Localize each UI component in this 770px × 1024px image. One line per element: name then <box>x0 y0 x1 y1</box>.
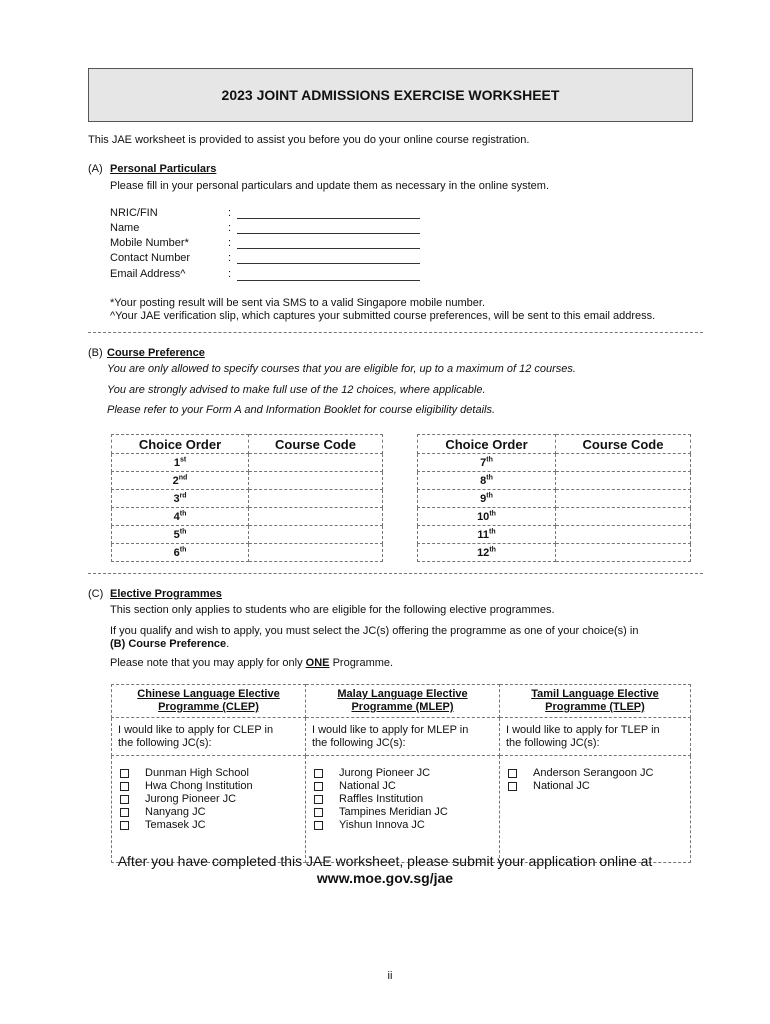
checkbox[interactable] <box>314 782 323 791</box>
checkbox[interactable] <box>314 769 323 778</box>
section-b-heading: Course Preference <box>107 347 205 359</box>
choice-order-cell: 10th <box>418 508 556 526</box>
section-divider <box>88 332 703 333</box>
contact-input-line[interactable] <box>237 252 420 264</box>
table-row <box>418 490 691 508</box>
tlep-school-list <box>500 756 691 863</box>
mobile-input-line[interactable] <box>237 237 420 249</box>
course-preference-ref: (B) Course Preference <box>110 638 227 650</box>
course-code-cell[interactable] <box>556 490 691 508</box>
list-item: Temasek JC <box>118 819 299 832</box>
col-course-code: Course Code <box>556 435 691 454</box>
table-row <box>112 490 383 508</box>
course-code-cell[interactable] <box>249 544 383 562</box>
clep-desc: I would like to apply for CLEP in the following JC(s): <box>112 718 306 756</box>
section-c-line3: Please note that you may apply for only ONE Programme. <box>110 657 394 669</box>
mlep-school-list <box>306 756 500 863</box>
footnote-email: ^Your JAE verification slip, which captures your submitted course preferences, will be sent to this email address. <box>110 310 656 322</box>
page-number: ii <box>387 970 393 982</box>
checkbox[interactable] <box>314 808 323 817</box>
section-c-heading: Elective Programmes <box>110 588 222 600</box>
table-row <box>112 526 383 544</box>
table-row <box>112 454 383 472</box>
list-item: National JC <box>506 780 684 793</box>
col-choice-order: Choice Order <box>112 435 249 454</box>
section-c-line1: This section only applies to students who are eligible for the following elective programmes. <box>110 604 555 616</box>
field-label-email: Email Address^ <box>110 268 186 280</box>
col-course-code: Course Code <box>249 435 383 454</box>
checkbox[interactable] <box>120 769 129 778</box>
course-code-cell[interactable] <box>556 508 691 526</box>
table-row <box>418 508 691 526</box>
table-row <box>418 454 691 472</box>
section-a-heading: Personal Particulars <box>110 163 217 175</box>
section-b-line2: You are strongly advised to make full use of the 12 choices, where applicable. <box>107 384 486 396</box>
choice-order-cell: 8th <box>418 472 556 490</box>
section-b-line1: You are only allowed to specify courses that you are eligible for, up to a maximum of 12 courses. <box>107 363 576 375</box>
table-row <box>112 472 383 490</box>
choice-order-cell: 6th <box>112 544 249 562</box>
section-b-marker: (B) <box>88 347 103 359</box>
section-b-line3: Please refer to your Form A and Information Booklet for course eligibility details. <box>107 404 496 416</box>
clep-school-list <box>112 756 306 863</box>
list-item: National JC <box>312 780 493 793</box>
checkbox[interactable] <box>314 795 323 804</box>
table-row <box>418 526 691 544</box>
list-item: Hwa Chong Institution <box>118 780 299 793</box>
choice-table-left <box>111 434 383 562</box>
footnote-sms: *Your posting result will be sent via SMS to a valid Singapore mobile number. <box>110 297 486 309</box>
checkbox[interactable] <box>120 795 129 804</box>
section-a-marker: (A) <box>88 163 103 175</box>
choice-table-right <box>417 434 691 562</box>
list-item: Jurong Pioneer JC <box>312 767 493 780</box>
choice-order-cell: 3rd <box>112 490 249 508</box>
checkbox[interactable] <box>120 821 129 830</box>
course-code-cell[interactable] <box>249 490 383 508</box>
table-row <box>418 544 691 562</box>
choice-order-cell: 11th <box>418 526 556 544</box>
checkbox[interactable] <box>120 808 129 817</box>
section-divider <box>88 573 703 574</box>
course-code-cell[interactable] <box>249 454 383 472</box>
field-colon: : <box>228 252 232 264</box>
checkbox[interactable] <box>508 782 517 791</box>
mlep-desc: I would like to apply for MLEP in the following JC(s): <box>306 718 500 756</box>
mlep-header: Malay Language Elective Programme (MLEP) <box>306 685 500 718</box>
section-a-note: Please fill in your personal particulars and update them as necessary in the online system. <box>110 180 550 192</box>
course-code-cell[interactable] <box>556 526 691 544</box>
clep-header: Chinese Language Elective Programme (CLEP) <box>112 685 306 718</box>
list-item: Anderson Serangoon JC <box>506 767 684 780</box>
course-code-cell[interactable] <box>249 472 383 490</box>
list-item: Tampines Meridian JC <box>312 806 493 819</box>
choice-order-cell: 12th <box>418 544 556 562</box>
nric-input-line[interactable] <box>237 207 420 219</box>
table-row <box>418 472 691 490</box>
closing-text: After you have completed this JAE worksheet, please submit your application online at <box>117 853 653 869</box>
course-code-cell[interactable] <box>556 454 691 472</box>
checkbox[interactable] <box>508 769 517 778</box>
field-label-name: Name <box>110 222 140 234</box>
col-choice-order: Choice Order <box>418 435 556 454</box>
checkbox[interactable] <box>314 821 323 830</box>
tlep-desc: I would like to apply for TLEP in the following JC(s): <box>500 718 691 756</box>
field-label-nric: NRIC/FIN <box>110 207 158 219</box>
list-item: Nanyang JC <box>118 806 299 819</box>
tlep-header: Tamil Language Elective Programme (TLEP) <box>500 685 691 718</box>
email-input-line[interactable] <box>237 269 420 281</box>
section-c-marker: (C) <box>88 588 104 600</box>
choice-order-cell: 5th <box>112 526 249 544</box>
field-colon: : <box>228 222 232 234</box>
list-item: Dunman High School <box>118 767 299 780</box>
table-row <box>112 508 383 526</box>
one-emphasis: ONE <box>305 657 330 669</box>
course-code-cell[interactable] <box>556 472 691 490</box>
choice-order-cell: 9th <box>418 490 556 508</box>
list-item: Yishun Innova JC <box>312 819 493 832</box>
list-item: Jurong Pioneer JC <box>118 793 299 806</box>
intro-text: This JAE worksheet is provided to assist you before you do your online course registration. <box>88 134 530 146</box>
choice-order-cell: 7th <box>418 454 556 472</box>
choice-order-cell: 1st <box>112 454 249 472</box>
field-colon: : <box>228 268 232 280</box>
field-colon: : <box>228 237 232 249</box>
course-code-cell[interactable] <box>249 508 383 526</box>
worksheet-title: 2023 JOINT ADMISSIONS EXERCISE WORKSHEET <box>88 68 693 122</box>
jae-website-link[interactable]: www.moe.gov.sg/jae <box>316 870 454 886</box>
course-code-cell[interactable] <box>249 526 383 544</box>
choice-order-cell: 2nd <box>112 472 249 490</box>
section-c-line2-continued: (B) Course Preference. <box>110 638 230 650</box>
list-item: Raffles Institution <box>312 793 493 806</box>
choice-order-cell: 4th <box>112 508 249 526</box>
name-input-line[interactable] <box>237 222 420 234</box>
checkbox[interactable] <box>120 782 129 791</box>
section-c-line2: If you qualify and wish to apply, you must select the JC(s) offering the programme as one of your choice(s) in <box>110 625 639 637</box>
field-label-contact: Contact Number <box>110 252 191 264</box>
table-row <box>112 544 383 562</box>
field-label-mobile: Mobile Number* <box>110 237 189 249</box>
elective-programmes-table <box>111 684 691 863</box>
field-colon: : <box>228 207 232 219</box>
course-code-cell[interactable] <box>556 544 691 562</box>
